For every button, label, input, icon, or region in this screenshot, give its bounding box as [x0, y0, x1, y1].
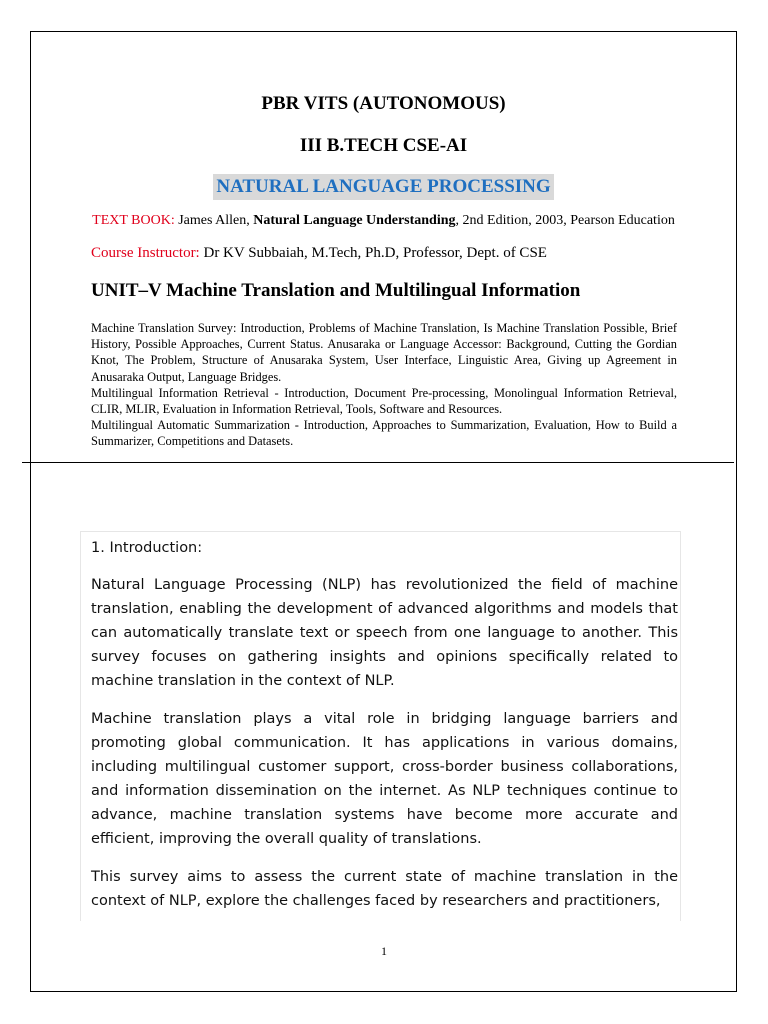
textbook-author: James Allen,: [174, 213, 254, 228]
subject-title-wrapper: [30, 174, 737, 200]
topic-paragraph: Multilingual Information Retrieval - Introduction, Document Pre-processing, Monolingual Information Retrieval, CLIR, MLIR, Evaluation in Information Retrieval, Tools, Software and Resources.: [91, 385, 677, 417]
unit-topics: [91, 320, 677, 450]
content-paragraph: Machine translation plays a vital role in bridging language barriers and promoting global communication. It has applications in various domains, including multilingual customer support, cross-border business collaborations, and information dissemination on the internet. As NLP techniques continue to advance, machine translation systems have become more accurate and efficient, improving the overall quality of translations.: [91, 711, 678, 847]
content-paragraph: Natural Language Processing (NLP) has revolutionized the field of machine translation, enabling the development of advanced algorithms and models that can automatically translate text or speech from one language to another. This survey focuses on gathering insights and opinions specifically related to machine translation in the context of NLP.: [91, 577, 678, 689]
instructor-name: Dr KV Subbaiah, M.Tech, Ph.D, Professor, Dept. of CSE: [199, 245, 547, 261]
instructor-line: [91, 245, 547, 262]
program-title: III B.TECH CSE-AI: [299, 135, 468, 156]
section-heading: 1. Introduction:: [91, 540, 203, 556]
topic-paragraph: Machine Translation Survey: Introduction, Problems of Machine Translation, Is Machine Translation Possible, Brief History, Possible Approaches, Current Status. Anusaraka or Language Accessor: Background, Cutting the Gordian Knot, The Problem, Structure of Anusaraka System, User Interface, Linguistic Area, Giving up Agreement in Anusaraka Output, Language Bridges.: [91, 321, 677, 384]
topic-paragraph: Multilingual Automatic Summarization - Introduction, Approaches to Summarization, Evaluation, How to Build a Summarizer, Competitions and Datasets.: [91, 418, 677, 449]
textbook-line: [30, 213, 737, 229]
instructor-label: Course Instructor:: [91, 245, 200, 261]
textbook-label: TEXT BOOK:: [92, 213, 175, 228]
textbook-title: Natural Language Understanding: [253, 213, 456, 228]
page-number: 1: [381, 944, 387, 958]
content-paragraph: This survey aims to assess the current state of machine translation in the context of NLP, explore the challenges faced by researchers and practitioners,: [91, 869, 678, 909]
unit-title: UNIT–V Machine Translation and Multilingual Information: [91, 280, 581, 301]
content-body: [91, 536, 678, 921]
page-divider: [22, 462, 734, 463]
textbook-details: , 2nd Edition, 2003, Pearson Education: [455, 213, 675, 228]
subject-title: NATURAL LANGUAGE PROCESSING: [213, 174, 553, 200]
content-box: [80, 531, 681, 921]
institution-title: PBR VITS (AUTONOMOUS): [261, 93, 506, 114]
